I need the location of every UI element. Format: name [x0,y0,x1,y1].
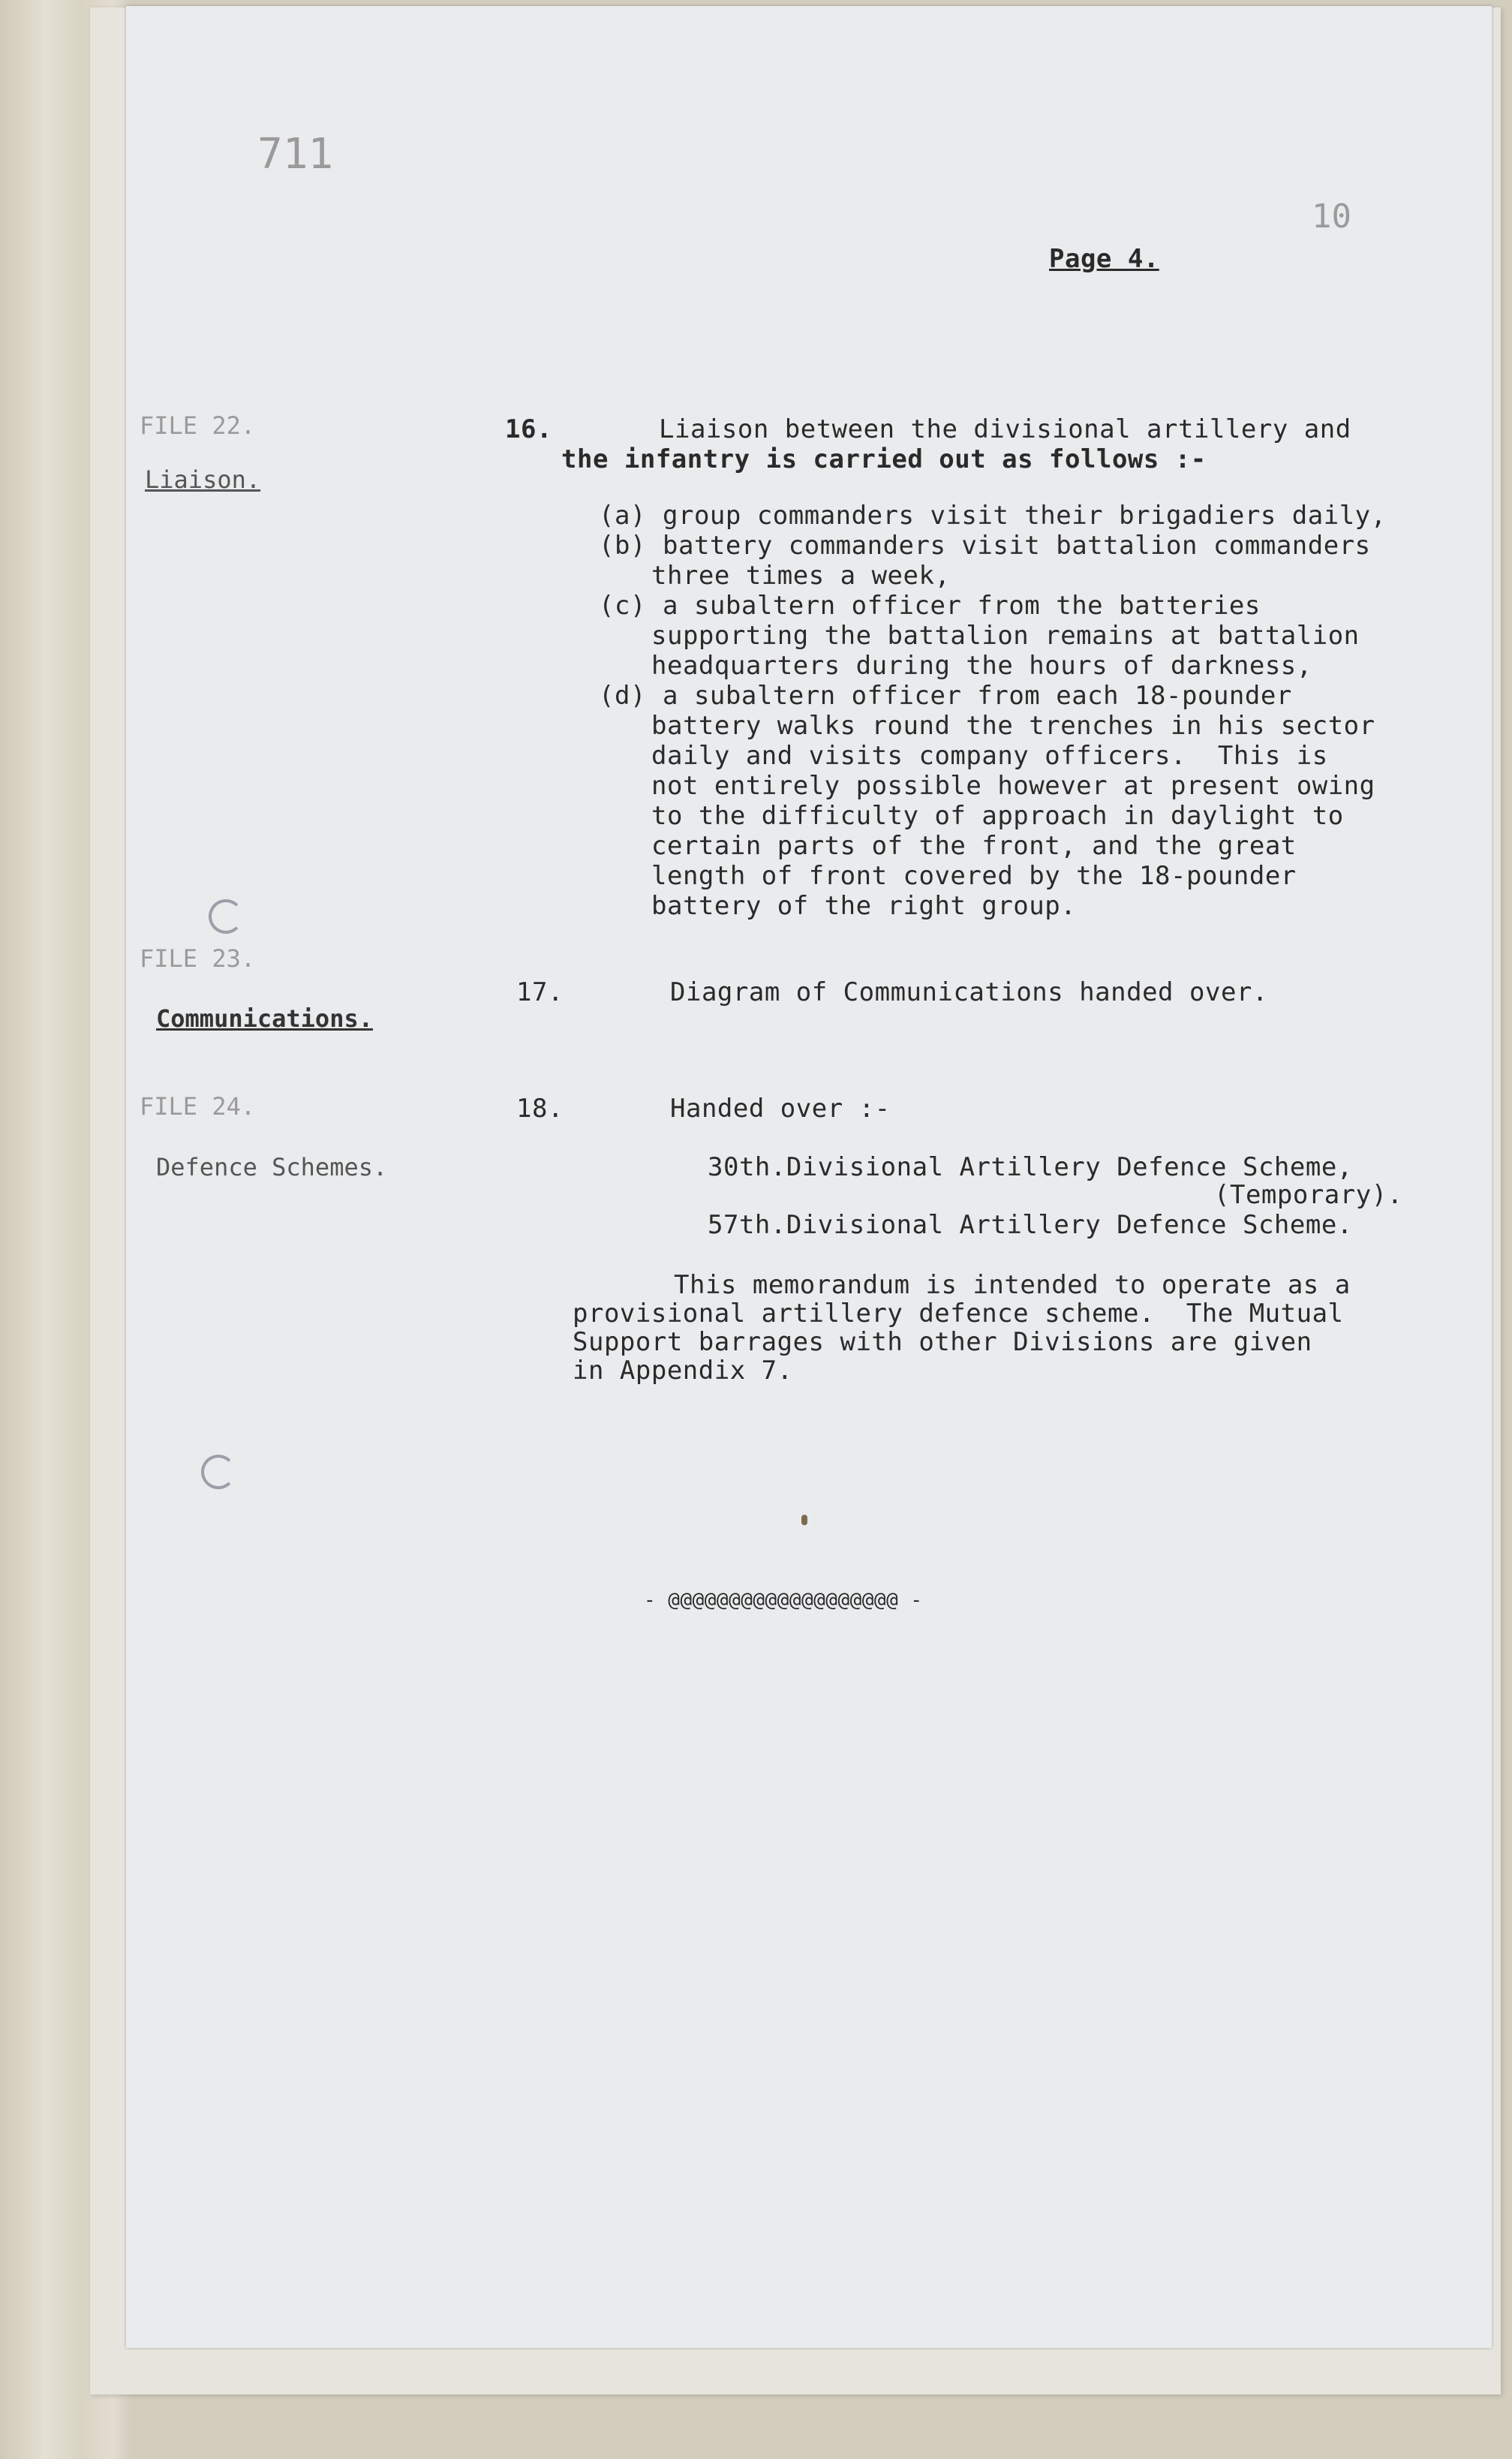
file-ref-23: FILE 23. [140,944,256,973]
para-16-intro-line-2: the infantry is carried out as follows :- [561,444,1207,474]
stamp-number: 711 [257,130,334,179]
item-c-line-2: supporting the battalion remains at battalion [651,621,1360,651]
closing-line-1: This memorandum is intended to operate as a [674,1270,1351,1300]
punch-hole-top [209,899,243,934]
item-d-line-4: not entirely possible however at present owing [651,771,1375,801]
para-18-text: Handed over :- [670,1094,891,1124]
para-18-number: 18. [516,1094,564,1124]
closing-line-2: provisional artillery defence scheme. The Mutual [573,1299,1344,1329]
ink-speck [801,1515,807,1525]
margin-title-communications: Communications. [156,1004,373,1033]
item-b-line-1: battery commanders visit battalion commanders [663,531,1371,561]
para-16-intro-line-1: Liaison between the divisional artillery and [659,414,1351,444]
para-18-item-1: 30th.Divisional Artillery Defence Scheme, [708,1152,1353,1182]
file-ref-24: FILE 24. [140,1092,256,1121]
document-page [126,6,1492,2348]
para-18-item-2: 57th.Divisional Artillery Defence Scheme. [708,1210,1353,1240]
item-d-line-3: daily and visits company officers. This is [651,741,1328,771]
item-a-line-1: group commanders visit their brigadiers daily, [663,501,1387,531]
file-ref-22: FILE 22. [140,411,256,440]
item-d-line-1: a subaltern officer from each 18-pounder [663,681,1292,711]
item-b-label: (b) [599,531,646,561]
item-d-line-6: certain parts of the front, and the great [651,831,1297,861]
item-d-line-2: battery walks round the trenches in his sector [651,711,1375,741]
margin-title-liaison: Liaison. [145,465,261,494]
item-d-line-5: to the difficulty of approach in daylight to [651,801,1344,831]
margin-title-defence-schemes: Defence Schemes. [156,1153,388,1181]
item-d-line-8: battery of the right group. [651,891,1077,921]
para-17-text: Diagram of Communications handed over. [670,977,1268,1007]
page-label: Page 4. [1049,244,1159,274]
item-a-label: (a) [599,501,646,531]
end-mark: - @@@@@@@@@@@@@@@@@@@ - [644,1589,923,1612]
item-d-line-7: length of front covered by the 18-pounder [651,861,1297,891]
punch-hole-bottom [201,1455,236,1489]
item-c-line-3: headquarters during the hours of darkness, [651,651,1312,681]
closing-line-3: Support barrages with other Divisions are given [573,1327,1312,1357]
item-c-label: (c) [599,591,646,621]
item-c-line-1: a subaltern officer from the batteries [663,591,1261,621]
para-18-item-1-cont: (Temporary). [1214,1180,1403,1210]
item-d-label: (d) [599,681,646,711]
para-17-number: 17. [516,977,564,1007]
para-16-number: 16. [505,414,552,444]
item-b-line-2: three times a week, [651,561,951,591]
folio-number: 10 [1312,197,1351,236]
closing-line-4: in Appendix 7. [573,1356,793,1386]
